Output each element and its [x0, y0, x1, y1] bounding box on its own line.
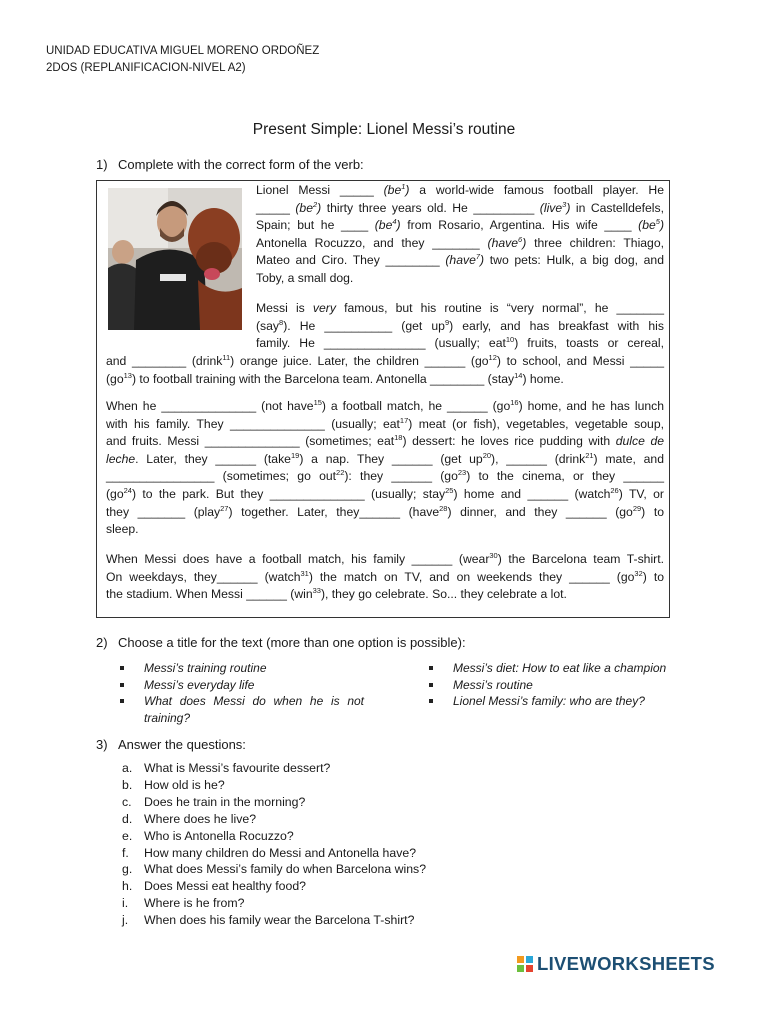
title-option[interactable]: Messi’s routine: [453, 677, 666, 694]
question-1-number: 1): [96, 157, 108, 172]
title-options-right: [453, 660, 666, 710]
question-2-number: 2): [96, 635, 108, 650]
title-option[interactable]: What does Messi do when he is not: [144, 693, 364, 710]
title-option-continued: training?: [144, 710, 191, 725]
list-item: h. Does Messi eat healthy food?: [122, 879, 307, 894]
course-level: 2DOS (REPLANIFICACION-NIVEL A2): [46, 62, 246, 74]
list-item: e. Who is Antonella Rocuzzo?: [122, 828, 294, 843]
messi-with-dog-image: [108, 188, 242, 330]
list-item: i. Where is he from?: [122, 896, 245, 911]
school-header: [46, 43, 319, 77]
liveworksheets-mark-icon: [517, 956, 533, 972]
title-options-left: [144, 660, 364, 726]
paragraph-3: When he ______________ (not have$^{15}$) a football match, he ______ $(go^{16})$ home, and he has lunch with his family. They ______________ (usually; eat$^{17}$) meat (or fish), vegetables, vegetable soup, and fruits. Messi ______________ (sometimes; eat$^{18}$) dessert: he loves rice pudding with dulce de leche. Later, they ______ (take$^{19}$) a nap. They ______ (get $up^{20}$), ______ (drink$^{21}$) mate, and ________________ (sometimes; go out$^{22}$): they ______ $(go^{23})$ to the cinema, or they ______ $(go^{24})$ to the park. But they ______________ (usually; stay$^{25}$) home and ______ (watch$^{26}$) TV, or they _______ (play$^{27}$) together. Later, they______ (have$^{28}$) dinner, and they ______ $(go^{29})$ to sleep.: [106, 397, 665, 537]
messi-photo: [108, 188, 242, 330]
question-3-heading: [96, 737, 246, 752]
paragraph-2: Messi is very famous, but his routine is “very normal”, he _______ (say$^8$). He __________ (get $up^9$) early, and has breakfast with his family. He _______________ (usually; eat$^{10}$) fruits, toasts or cereal,: [256, 301, 664, 351]
list-item: j. When does his family wear the Barcelona T-shirt?: [122, 913, 415, 928]
question-1-heading: [96, 157, 364, 172]
title-option[interactable]: Messi’s everyday life: [144, 677, 364, 694]
title-option[interactable]: Messi’s diet: How to eat like a champion: [453, 660, 666, 677]
liveworksheets-logo-text: LIVEWORKSHEETS: [537, 953, 715, 974]
list-item: d. Where does he live?: [122, 811, 257, 826]
list-item: b. How old is he?: [122, 777, 225, 792]
title-option[interactable]: Messi’s training routine: [144, 660, 364, 677]
question-2-heading: [96, 635, 466, 650]
list-item: f. How many children do Messi and Antonella have?: [122, 845, 417, 860]
list-item: c. Does he train in the morning?: [122, 794, 306, 809]
paragraph-4: When Messi does have a football match, his family ______ (wear$^{30}$) the Barcelona team T-shirt. On weekdays, they______ (watch$^{31}$) the match on TV, and on weekends they ______ $(go^{32})$ to the stadium. When Messi ______ (win$^{33}$), they go celebrate. So... they celebrate a lot.: [106, 550, 664, 602]
school-name: UNIDAD EDUCATIVA MIGUEL MORENO ORDOÑEZ: [46, 45, 320, 57]
questions-list: [122, 760, 426, 929]
question-3-number: 3): [96, 737, 108, 752]
question-1-label: Complete with the correct form of the verb:: [118, 157, 364, 172]
title-option[interactable]: Lionel Messi’s family: who are they?: [453, 693, 666, 710]
list-item: g. What does Messi’s family do when Barcelona wins?: [122, 862, 427, 877]
list-item: a. What is Messi’s favourite dessert?: [122, 761, 331, 775]
paragraph-1: Lionel Messi _____ $(be^1)$ a world-wide famous football player. He _____ $(be^2)$ thirty three years old. He _________ (live$^3$) in Castelldefels, Spain; but he ____ $(be^4)$ from Rosario, Argentina. His wife ____ $(be^5)$ Antonella Rocuzzo, and they _______ (have$^6$) three children: Thiago, Mateo and Ciro. They ________ (have$^7$) two pets: Hulk, a big dog, and Toby, a small dog.: [256, 181, 665, 285]
worksheet-title: Present Simple: Lionel Messi’s routine: [252, 121, 516, 138]
question-3-label: Answer the questions:: [118, 737, 246, 752]
paragraph-2-continued: and ________ (drink$^{11}$) orange juice. Later, the children ______ $(go^{12})$ to school, and Messi _____ $(go^{13})$ to football training with the Barcelona team. Antonella ________ (stay$^{14}$) home.: [106, 352, 664, 386]
liveworksheets-logo: [517, 953, 715, 975]
question-2-label: Choose a title for the text (more than one option is possible):: [118, 635, 466, 650]
